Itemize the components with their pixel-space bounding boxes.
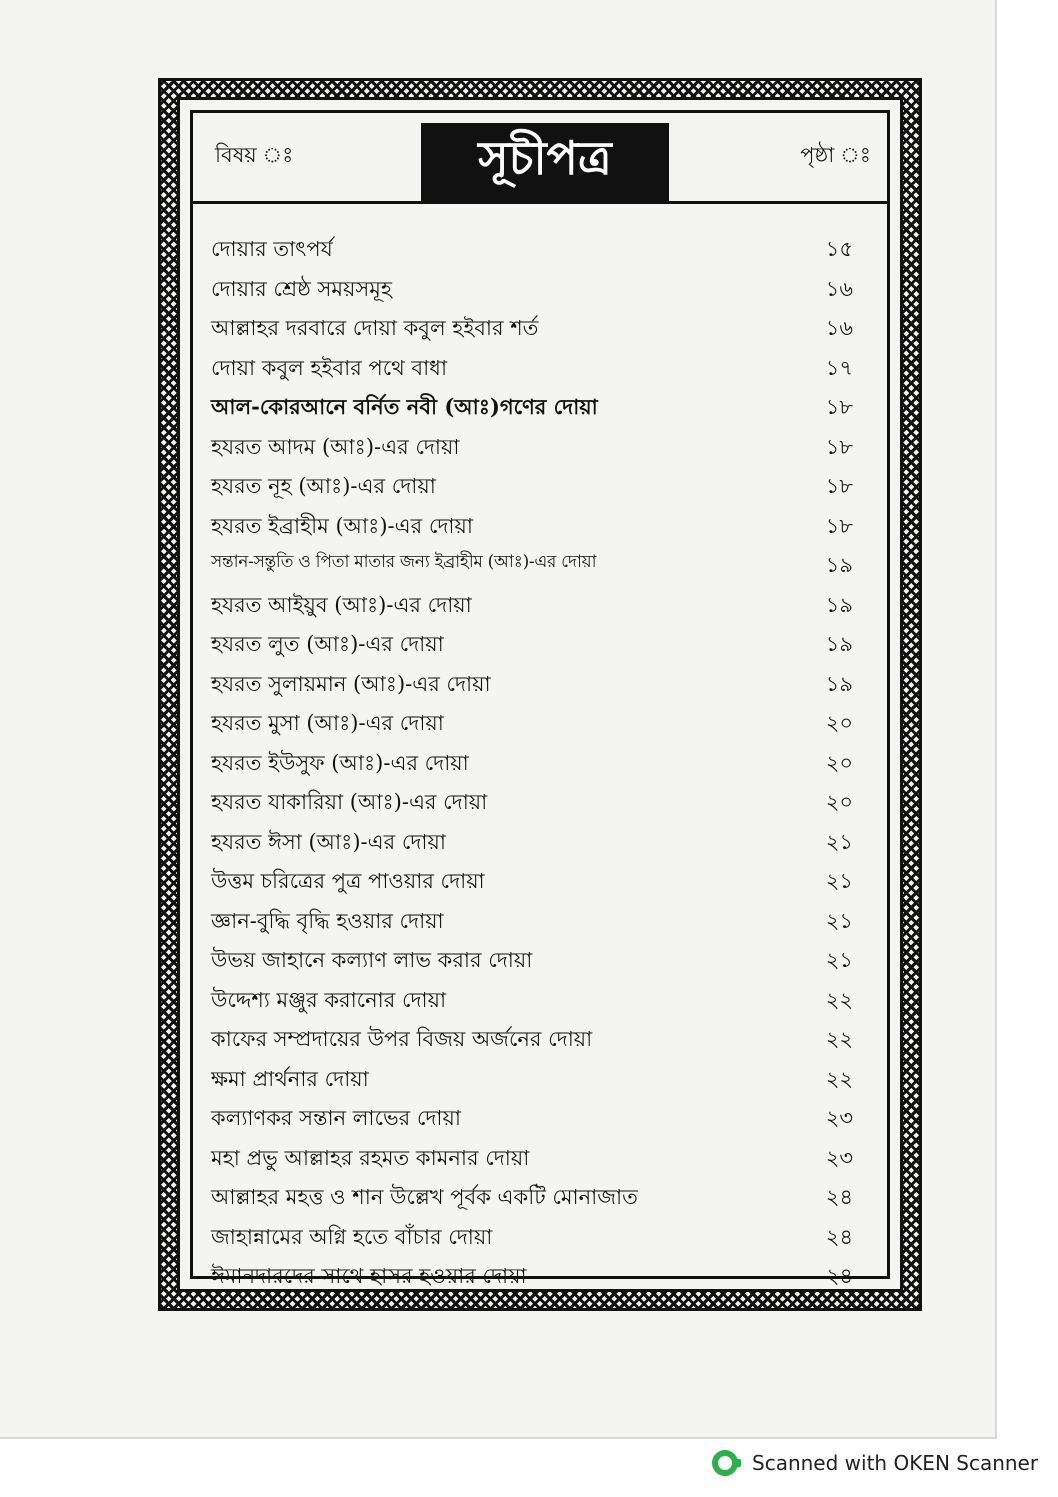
toc-entry xyxy=(193,585,887,625)
toc-entry-title: হযরত মুসা (আঃ)-এর দোয়া xyxy=(211,711,444,735)
inner-rule xyxy=(190,110,890,1288)
toc-entry xyxy=(193,427,887,467)
toc-entry-title: হযরত আইয়ুব (আঃ)-এর দোয়া xyxy=(211,592,472,617)
toc-entry xyxy=(193,1019,887,1059)
toc-entry-page: ২২ xyxy=(825,987,853,1012)
toc-entry xyxy=(193,1059,887,1099)
toc-entry-title: আল-কোরআনে বর্নিত নবী (আঃ)গণের দোয়া xyxy=(211,394,598,419)
toc-entry-title: উভয় জাহানে কল্যাণ লাভ করার দোয়া xyxy=(211,948,533,972)
toc-entry-page: ২১ xyxy=(825,869,853,893)
toc-entry-title: কল্যাণকর সন্তান লাভের দোয়া xyxy=(211,1106,461,1130)
toc-entry-page: ২৩ xyxy=(825,1145,853,1170)
toc-entry-title: সন্তান-সন্তুতি ও পিতা মাতার জন্য ইব্রাহীম (আঃ)-এর দোয়া xyxy=(211,552,597,572)
toc-entry-page: ২০ xyxy=(825,711,853,735)
toc-entry-page: ২০ xyxy=(825,750,853,775)
toc-entry-title: জ্ঞান-বুদ্ধি বৃদ্ধি হওয়ার দোয়া xyxy=(211,908,444,933)
toc-entry-page: ১৬ xyxy=(825,276,853,301)
toc-entry xyxy=(193,861,887,901)
toc-entry-title: হযরত আদম (আঃ)-এর দোয়া xyxy=(211,434,460,459)
page-title-text: সূচীপত্র xyxy=(478,131,612,185)
toc-entry-title: হযরত সুলায়মান (আঃ)-এর দোয়া xyxy=(211,671,491,696)
decorative-border xyxy=(158,78,922,1311)
toc-entry xyxy=(193,743,887,783)
toc-entry xyxy=(193,1177,887,1217)
toc-entry xyxy=(193,624,887,664)
content-frame xyxy=(177,97,903,1292)
toc-entry xyxy=(193,664,887,704)
toc-entry xyxy=(193,1256,887,1296)
toc-entry-title: দোয়ার শ্রেষ্ঠ সময়সমূহ xyxy=(211,276,392,301)
subject-label: বিষয় ঃ xyxy=(215,143,294,167)
toc-entry-page: ২০ xyxy=(825,790,853,814)
toc-entry-page: ২৩ xyxy=(825,1106,853,1130)
toc-entry-title: কাফের সম্প্রদায়ের উপর বিজয় অর্জনের দোয়া xyxy=(211,1027,593,1051)
toc-entry xyxy=(193,1098,887,1138)
toc-entry-title: আল্লাহর মহত্ত ও শান উল্লেখ পূর্বক একটি মোনাজাত xyxy=(211,1185,638,1209)
toc-entry-page: ২৪ xyxy=(825,1224,853,1249)
toc-entry-title: উত্তম চরিত্রের পুত্র পাওয়ার দোয়া xyxy=(211,869,485,893)
toc-entry-page: ১৭ xyxy=(825,355,853,380)
toc-entry-title: হযরত ঈসা (আঃ)-এর দোয়া xyxy=(211,829,446,854)
toc-entry-page: ১৬ xyxy=(825,316,853,340)
toc-entry xyxy=(193,822,887,862)
toc-entry xyxy=(193,308,887,348)
toc-entry xyxy=(193,1217,887,1257)
toc-entry xyxy=(193,545,887,585)
scanner-watermark xyxy=(712,1450,1038,1476)
toc-entry-title: দোয়ার তাৎপর্য xyxy=(211,237,333,261)
toc-entry-page: ২১ xyxy=(825,829,853,854)
scanner-watermark-text: Scanned with OKEN Scanner xyxy=(752,1451,1039,1475)
toc-entry-title: হযরত লুত (আঃ)-এর দোয়া xyxy=(211,632,444,656)
oken-logo-icon xyxy=(712,1450,738,1476)
toc-entry-page: ১৯ xyxy=(825,671,853,696)
toc-entry-heading xyxy=(193,387,887,427)
toc-entry xyxy=(193,229,887,269)
page-number-label: পৃষ্ঠা ঃ xyxy=(800,143,871,167)
toc-entry-title: জাহান্নামের অগ্নি হতে বাঁচার দোয়া xyxy=(211,1224,493,1249)
toc-entry-page: ১৮ xyxy=(825,513,853,538)
toc-entry xyxy=(193,348,887,388)
toc-header xyxy=(193,113,887,204)
toc-entry-page: ২২ xyxy=(825,1027,853,1051)
toc-entry xyxy=(193,506,887,546)
toc-entry xyxy=(193,1138,887,1178)
toc-entry-title: হযরত ইউসুফ (আঃ)-এর দোয়া xyxy=(211,750,469,775)
toc-entry-title: হযরত নূহ (আঃ)-এর দোয়া xyxy=(211,474,436,498)
toc-entry-title: ঈমানদারদের সাথে হাসর হওয়ার দোয়া xyxy=(211,1264,527,1288)
toc-entry xyxy=(193,940,887,980)
toc-entry-page: ১৯ xyxy=(825,632,853,656)
toc-entry-title: হযরত ইব্রাহীম (আঃ)-এর দোয়া xyxy=(211,513,473,538)
toc-entry-title: দোয়া কবুল হইবার পথে বাধা xyxy=(211,355,448,380)
toc-entry-title: মহা প্রভু আল্লাহর রহমত কামনার দোয়া xyxy=(211,1145,530,1170)
toc-entry-page: ১৮ xyxy=(825,434,853,459)
toc-entry-page: ১৯ xyxy=(825,592,853,617)
toc-entry-title: উদ্দেশ্য মঞ্জুর করানোর দোয়া xyxy=(211,987,447,1012)
toc-list xyxy=(193,229,887,1296)
toc-entry-page: ২২ xyxy=(825,1066,853,1091)
toc-entry-title: ক্ষমা প্রার্থনার দোয়া xyxy=(211,1066,369,1091)
toc-entry-page: ১৫ xyxy=(825,237,853,261)
toc-entry xyxy=(193,703,887,743)
toc-entry-page: ২১ xyxy=(825,908,853,933)
toc-entry-title: হযরত যাকারিয়া (আঃ)-এর দোয়া xyxy=(211,790,488,814)
page-title xyxy=(421,123,669,201)
toc-entry-page: ১৯ xyxy=(825,553,853,577)
toc-entry xyxy=(193,269,887,309)
toc-entry-page: ১৮ xyxy=(825,395,853,419)
toc-entry-title: আল্লাহর দরবারে দোয়া কবুল হইবার শর্ত xyxy=(211,316,539,340)
toc-entry-page: ২৪ xyxy=(825,1264,853,1288)
toc-entry xyxy=(193,466,887,506)
toc-entry xyxy=(193,901,887,941)
toc-entry xyxy=(193,980,887,1020)
toc-entry-page: ২১ xyxy=(825,948,853,972)
toc-entry xyxy=(193,782,887,822)
toc-entry-page: ১৮ xyxy=(825,474,853,498)
toc-entry-page: ২৪ xyxy=(825,1185,853,1209)
